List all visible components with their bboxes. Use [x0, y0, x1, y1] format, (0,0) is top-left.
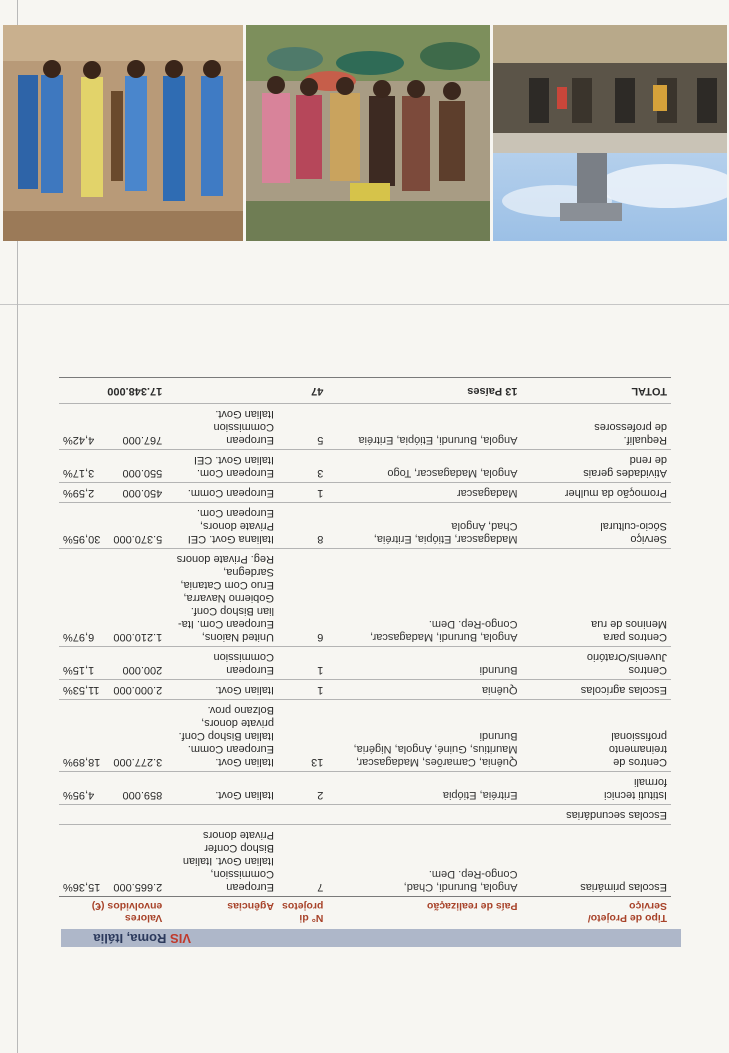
table-row: [59, 483, 671, 503]
building-water-tower-photo: [493, 25, 727, 241]
cell-pct: 3,17%: [59, 450, 104, 483]
cell-tipo: Requalif. de professores: [521, 404, 671, 450]
total-num: 47: [278, 378, 327, 404]
header-tipo: Tipo de Projeto/ Serviço: [521, 897, 671, 928]
table-row: [59, 549, 671, 647]
table-row: [59, 772, 671, 805]
cell-valor: 550.000: [104, 450, 166, 483]
table-total-row: [59, 378, 671, 404]
cell-pais: Quênia: [327, 680, 521, 700]
cell-tipo: Centros Juvenis/Oratório: [521, 647, 671, 680]
cell-valor: 3.277.000: [104, 700, 166, 772]
cell-tipo: Escolas primárias: [521, 825, 671, 897]
cell-pais: Quênia, Camarões, Madagascar, Mauritius, Guiné, Angola, Nigéria, Burundi: [327, 700, 521, 772]
table-row: [59, 825, 671, 897]
cell-num: 7: [278, 825, 327, 897]
cell-agencias: Italian Govt.: [166, 680, 278, 700]
cell-pct: 2,59%: [59, 483, 104, 503]
cell-num: 13: [278, 700, 327, 772]
banner-brand: VIS: [170, 931, 191, 946]
cell-pais: Angola, Burundi, Madagascar, Congo-Rep. Dem.: [327, 549, 521, 647]
cell-agencias: European Commission Italian Govt.: [166, 404, 278, 450]
cell-tipo: Escolas secundárias: [521, 805, 671, 825]
cell-num: 1: [278, 483, 327, 503]
cell-valor: 1.210.000: [104, 549, 166, 647]
header-agencias: Agências: [166, 897, 278, 928]
banner-location: Roma, Itália: [93, 931, 167, 946]
cell-pais: [327, 805, 521, 825]
cell-agencias: European Commission, Italian Govt. Italian Bishop Confer Private donors: [166, 825, 278, 897]
cell-num: 1: [278, 680, 327, 700]
cell-pais: Angola, Burundi, Chad, Congo-Rep. Dem.: [327, 825, 521, 897]
cell-num: 8: [278, 503, 327, 549]
cell-num: 5: [278, 404, 327, 450]
cell-valor: 2.000.000: [104, 680, 166, 700]
projects-table: [59, 377, 671, 927]
cell-valor: 767.000: [104, 404, 166, 450]
cell-agencias: European Comm.: [166, 483, 278, 503]
total-empty-cell: [166, 378, 278, 404]
table-row: [59, 450, 671, 483]
cell-pct: [59, 805, 104, 825]
cell-pct: 15,36%: [59, 825, 104, 897]
cell-num: 1: [278, 647, 327, 680]
table-row: [59, 680, 671, 700]
cell-valor: 2.665.000: [104, 825, 166, 897]
students-workshop-photo: [3, 25, 243, 241]
cell-pais: Eritréia, Etiópia: [327, 772, 521, 805]
cell-pais: Burundi: [327, 647, 521, 680]
cell-agencias: European Com. Italian Govt. CEI: [166, 450, 278, 483]
cell-pais: Madagascar, Etiópia, Eritréia, Chad, Angola: [327, 503, 521, 549]
cell-pais: Angola, Burundi, Etiópia, Eritréia: [327, 404, 521, 450]
cell-agencias: Italian Govt. European Comm. Italian Bishop Conf. private donors, Bolzano prov.: [166, 700, 278, 772]
table-row: [59, 805, 671, 825]
cell-num: 3: [278, 450, 327, 483]
total-valor: 17.348.000: [59, 378, 166, 404]
cell-valor: 5.370.000: [104, 503, 166, 549]
cell-pais: Madagascar: [327, 483, 521, 503]
cell-pct: 1,15%: [59, 647, 104, 680]
cell-tipo: Serviço Sócio-cultural: [521, 503, 671, 549]
cell-pct: 18,89%: [59, 700, 104, 772]
table-body: [59, 378, 671, 897]
cell-valor: 859.000: [104, 772, 166, 805]
cell-num: 2: [278, 772, 327, 805]
cell-pct: 30,95%: [59, 503, 104, 549]
cell-agencias: United Naions, European Com. Ita- lian Bishop Conf. Gobierno Navarra, Eruo Com Catania, Sardegna, Reg. Private donors: [166, 549, 278, 647]
cell-tipo: Centros para Meninos de rua: [521, 549, 671, 647]
table-header-row: [59, 897, 671, 928]
header-num: N° di projetos: [278, 897, 327, 928]
cell-tipo: Escolas agrícolas: [521, 680, 671, 700]
cell-pct: 11,53%: [59, 680, 104, 700]
header-valores: Valores envolvidos (€): [59, 897, 166, 928]
cell-valor: 450.000: [104, 483, 166, 503]
cell-valor: [104, 805, 166, 825]
cell-agencias: Italiana Govt. CEI Private donors, European Com.: [166, 503, 278, 549]
fold-line: [0, 304, 729, 305]
table-row: [59, 404, 671, 450]
cell-pais: Angola, Madagascar, Togo: [327, 450, 521, 483]
total-label: TOTAL: [521, 378, 671, 404]
cell-agencias: European Commission: [166, 647, 278, 680]
banner-title: [93, 929, 191, 947]
table-row: [59, 647, 671, 680]
cell-tipo: Centros de treinamento profissional: [521, 700, 671, 772]
market-crowd-photo: [246, 25, 490, 241]
header-pais: País de realização: [327, 897, 521, 928]
projects-table-container: [59, 377, 671, 927]
cell-tipo: Atividades gerais de rend: [521, 450, 671, 483]
total-pais: 13 Países: [327, 378, 521, 404]
table-row: [59, 700, 671, 772]
cell-agencias: Italian Govt.: [166, 772, 278, 805]
cell-pct: 4,42%: [59, 404, 104, 450]
cell-num: 6: [278, 549, 327, 647]
section-banner: [61, 929, 681, 947]
cell-pct: 6,97%: [59, 549, 104, 647]
cell-num: [278, 805, 327, 825]
cell-valor: 200.000: [104, 647, 166, 680]
cell-tipo: Istituti tecnici formali: [521, 772, 671, 805]
cell-pct: 4,95%: [59, 772, 104, 805]
table-row: [59, 503, 671, 549]
cell-agencias: [166, 805, 278, 825]
photo-strip: [3, 25, 727, 241]
cell-tipo: Promoção da mulher: [521, 483, 671, 503]
